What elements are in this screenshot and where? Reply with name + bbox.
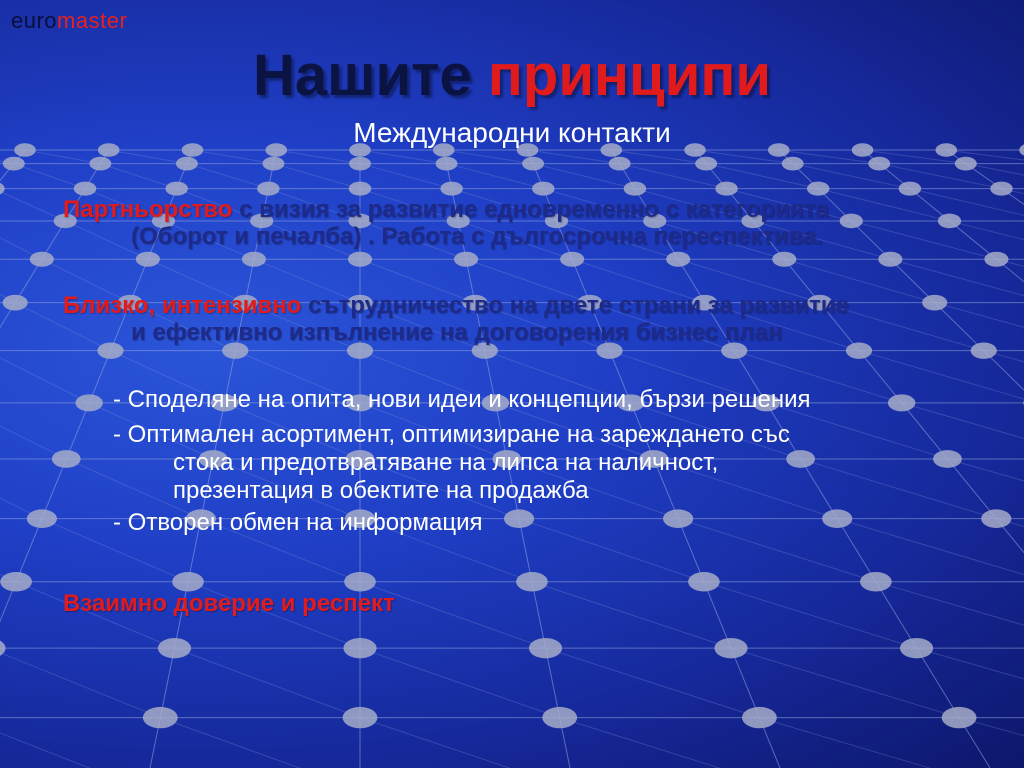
paragraph-partnership xyxy=(63,196,829,250)
paragraph-text-line2: и ефективно изпълнение на договорения бизнес план xyxy=(131,319,783,346)
network-node xyxy=(782,157,804,171)
bullet-text-line2: стока и предотвратяване на липса на наличност, xyxy=(173,449,719,476)
network-node xyxy=(349,157,371,171)
network-node xyxy=(522,157,544,171)
slide-title xyxy=(0,42,1024,109)
network-node xyxy=(3,157,25,171)
closing-statement: Взаимно доверие и респект xyxy=(63,590,395,617)
network-node xyxy=(165,182,187,196)
network-node xyxy=(772,252,796,267)
network-node xyxy=(27,509,57,528)
bullet-text: - Оптимален асортимент, оптимизиране на зареждането със xyxy=(113,421,790,448)
network-node xyxy=(878,252,902,267)
slide-subtitle: Международни контакти xyxy=(353,117,671,148)
network-node xyxy=(343,707,378,728)
network-node xyxy=(436,157,458,171)
network-node xyxy=(899,182,921,196)
network-node xyxy=(348,252,372,267)
paragraph-cooperation xyxy=(63,292,849,346)
network-node xyxy=(981,509,1011,528)
network-node xyxy=(971,343,997,359)
network-node xyxy=(454,252,478,267)
network-node xyxy=(990,182,1012,196)
network-node xyxy=(344,572,376,591)
network-node xyxy=(742,707,777,728)
network-node xyxy=(663,509,693,528)
paragraph-highlight: Партньорство xyxy=(63,196,233,223)
euromaster-logo xyxy=(11,8,127,34)
bullet-text-line3: презентация в обектите на продажба xyxy=(173,477,589,504)
paragraph-text: сътрудничество на двете страни за развитие xyxy=(301,292,849,319)
network-node xyxy=(440,182,462,196)
network-node xyxy=(349,182,371,196)
network-node xyxy=(263,157,285,171)
network-node xyxy=(560,252,584,267)
bullet-text: - Отворен обмен на информация xyxy=(113,509,483,536)
network-node xyxy=(624,182,646,196)
network-node xyxy=(158,638,191,658)
network-node xyxy=(542,707,577,728)
logo-part-master: master xyxy=(57,8,128,33)
network-node xyxy=(74,182,96,196)
network-node xyxy=(840,214,863,229)
network-node xyxy=(89,157,111,171)
network-node xyxy=(860,572,892,591)
network-node xyxy=(868,157,890,171)
network-node xyxy=(0,638,6,658)
network-node xyxy=(343,638,376,658)
network-node xyxy=(52,450,81,468)
network-node xyxy=(75,394,102,411)
network-node xyxy=(822,509,852,528)
network-node xyxy=(609,157,631,171)
bullet-item xyxy=(113,386,811,414)
network-node xyxy=(695,157,717,171)
network-node xyxy=(3,295,28,311)
paragraph-text: с визия за развитие едновременно с категорията xyxy=(232,196,829,223)
paragraph-highlight: Близко, интензивно xyxy=(63,292,302,319)
network-node xyxy=(900,638,933,658)
network-node xyxy=(888,394,915,411)
network-node xyxy=(955,157,977,171)
network-node xyxy=(984,252,1008,267)
bullet-item xyxy=(113,509,482,537)
title-word-1: Нашите xyxy=(252,43,472,108)
bullet-item xyxy=(113,421,790,505)
network-node xyxy=(143,707,178,728)
logo-part-euro: euro xyxy=(11,8,58,33)
paragraph-text-line2: (Оборот и печалба) . Работа с дългосрочна переспектива. xyxy=(131,223,823,250)
network-node xyxy=(933,450,962,468)
network-node xyxy=(714,638,747,658)
network-node xyxy=(172,572,204,591)
title-word-2: принципи xyxy=(487,43,772,108)
network-node xyxy=(0,572,32,591)
network-node xyxy=(532,182,554,196)
network-node xyxy=(516,572,548,591)
network-node xyxy=(529,638,562,658)
network-node xyxy=(942,707,977,728)
network-node xyxy=(922,295,947,311)
bullet-text: - Споделяне на опита, нови идеи и концепции, бързи решения xyxy=(113,386,811,413)
network-node xyxy=(30,252,54,267)
network-node xyxy=(504,509,534,528)
network-node xyxy=(136,252,160,267)
network-node xyxy=(242,252,266,267)
network-node xyxy=(786,450,815,468)
network-node xyxy=(938,214,961,229)
network-node xyxy=(846,343,872,359)
network-node xyxy=(176,157,198,171)
network-node xyxy=(807,182,829,196)
network-node xyxy=(666,252,690,267)
network-node xyxy=(715,182,737,196)
network-node xyxy=(257,182,279,196)
network-node xyxy=(688,572,720,591)
